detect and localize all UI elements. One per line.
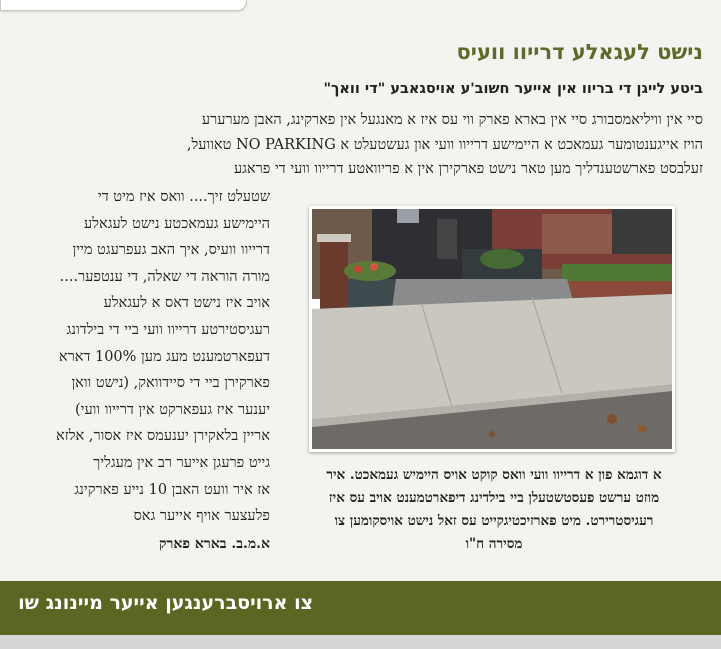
caption-line: מוזט ערשט פעסטשטעלן ביי בילדינג דיפארטמענט אויב עס איז xyxy=(328,490,660,506)
caption-line: א דוגמא פון א דרייוו וועי וואס קוקט אויס היימיש געמאכט. איר xyxy=(326,467,662,483)
column-line: מורה הוראה די שאלה, די ענטפער.... xyxy=(59,268,270,285)
column-line: דרייוו וועיס, איך האב געפרעגט מיין xyxy=(72,242,270,259)
article-body-top xyxy=(18,108,703,182)
body-line: הויז אייגענטומער געמאכט א היימישע דרייוו וועי און געשטעלט א NO PARKING טאוועל, xyxy=(186,136,703,153)
top-tab xyxy=(0,0,247,11)
footer-strip xyxy=(0,635,721,649)
column-line: אריין בלאקירן יענעמס איז אסור, אלזא xyxy=(56,428,270,445)
column-line: רעגיסטירטע דרייוו וועי ביי די בילדונג xyxy=(66,321,270,338)
driveway-photo xyxy=(309,206,675,452)
column-line: פלעצער אויף אייער גאס xyxy=(133,508,270,525)
column-line: שטעלט זיך.... וואס איז מיט די xyxy=(97,189,270,205)
article-subtitle: ביטע לייגן די בריוו אין אייער חשוב'ע אויסגאבע "די וואך" xyxy=(323,81,703,97)
caption-line: רעגיסטרירט. מיט פארזיכטיגקייט עס זאל נישט אויסקומען צו xyxy=(334,513,654,529)
column-line: דעפארטמענט מעג מען 100% דארא xyxy=(58,348,270,365)
footer-banner-text[interactable]: צו ארויסברענגען אייער מיינונג שו xyxy=(18,592,313,614)
column-line: אויב איז נישט דאס א לעגאלע xyxy=(103,295,270,312)
signature: א.מ.ב. בארא פארק xyxy=(159,536,270,552)
column-line: אז איר וועט האבן 10 נייע פארקינג xyxy=(74,481,270,498)
article-body-column xyxy=(18,184,270,530)
column-line: גייט פרעגן אייער רב אין מעגליך xyxy=(93,454,270,471)
body-line: זעלבסט פארשטענדליך מען טאר נישט פארקירן אין א פריוואטע דרייוו וועי די פראגע xyxy=(233,161,703,177)
caption-line: מסירה ח"ו xyxy=(465,536,523,552)
column-line: היימישע געמאכטע נישט לעגאלע xyxy=(84,215,270,232)
column-line: יענער איז געפארקט אין דרייוו וועי) xyxy=(75,401,270,418)
article-title: נישט לעגאלע דרייוו וועיס xyxy=(456,40,703,64)
column-line: פארקירן ביי די סיידוואק, (נישט וואן xyxy=(71,375,270,392)
photo-caption xyxy=(296,464,692,556)
body-line: סיי אין וויליאמסבורג סיי אין בארא פארק ווי עס איז א מאנגעל אין פארקינג, האבן מערערע xyxy=(201,112,703,128)
